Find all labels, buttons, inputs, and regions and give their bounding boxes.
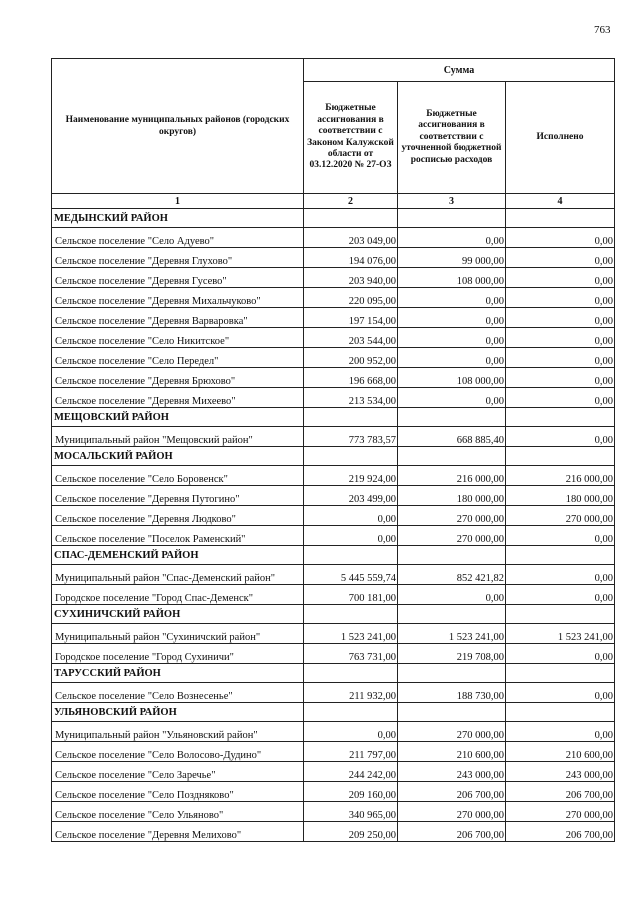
settlement-name: Муниципальный район "Спас-Деменский район": [52, 565, 304, 585]
budget-table: [51, 58, 615, 842]
settlement-name: Городское поселение "Город Спас-Деменск": [52, 585, 304, 605]
table-row: [52, 368, 615, 388]
district-empty-cell: [398, 664, 506, 683]
column-number-3: 3: [398, 194, 506, 209]
settlement-name: Сельское поселение "Деревня Михальчуково": [52, 288, 304, 308]
table-row: [52, 822, 615, 842]
district-name: МЕДЫНСКИЙ РАЙОН: [52, 209, 304, 228]
district-empty-cell: [398, 605, 506, 624]
district-header-row: [52, 546, 615, 565]
district-empty-cell: [304, 209, 398, 228]
value-revised-allocation: 219 708,00: [398, 644, 506, 664]
table-row: [52, 506, 615, 526]
district-name: МОСАЛЬСКИЙ РАЙОН: [52, 447, 304, 466]
settlement-name: Муниципальный район "Мещовский район": [52, 427, 304, 447]
value-revised-allocation: 216 000,00: [398, 466, 506, 486]
settlement-name: Сельское поселение "Село Никитское": [52, 328, 304, 348]
header-col-executed: Исполнено: [506, 82, 615, 194]
table-row: [52, 348, 615, 368]
table-row: [52, 486, 615, 506]
settlement-name: Городское поселение "Город Сухиничи": [52, 644, 304, 664]
value-law-allocation: 763 731,00: [304, 644, 398, 664]
settlement-name: Сельское поселение "Село Ульяново": [52, 802, 304, 822]
header-name-column: Наименование муниципальных районов (городских округов): [52, 59, 304, 194]
table-row: [52, 388, 615, 408]
settlement-name: Сельское поселение "Деревня Варваровка": [52, 308, 304, 328]
settlement-name: Сельское поселение "Село Вознесенье": [52, 683, 304, 703]
value-executed: 0,00: [506, 248, 615, 268]
value-law-allocation: 203 499,00: [304, 486, 398, 506]
value-executed: 0,00: [506, 683, 615, 703]
table-row: [52, 742, 615, 762]
value-revised-allocation: 0,00: [398, 328, 506, 348]
value-executed: 0,00: [506, 288, 615, 308]
value-executed: 1 523 241,00: [506, 624, 615, 644]
settlement-name: Сельское поселение "Село Адуево": [52, 228, 304, 248]
value-law-allocation: 213 534,00: [304, 388, 398, 408]
district-name: ТАРУССКИЙ РАЙОН: [52, 664, 304, 683]
value-executed: 243 000,00: [506, 762, 615, 782]
district-empty-cell: [506, 605, 615, 624]
value-law-allocation: 244 242,00: [304, 762, 398, 782]
table-row: [52, 585, 615, 605]
value-executed: 0,00: [506, 585, 615, 605]
table-row: [52, 268, 615, 288]
value-revised-allocation: 0,00: [398, 388, 506, 408]
district-empty-cell: [398, 209, 506, 228]
table-row: [52, 427, 615, 447]
value-revised-allocation: 210 600,00: [398, 742, 506, 762]
district-empty-cell: [398, 447, 506, 466]
settlement-name: Сельское поселение "Село Передел": [52, 348, 304, 368]
district-header-row: [52, 664, 615, 683]
page-number: 763: [594, 24, 611, 36]
column-number-row: [52, 194, 615, 209]
district-empty-cell: [304, 546, 398, 565]
table-row: [52, 683, 615, 703]
value-revised-allocation: 1 523 241,00: [398, 624, 506, 644]
value-revised-allocation: 0,00: [398, 348, 506, 368]
value-executed: 0,00: [506, 268, 615, 288]
value-law-allocation: 197 154,00: [304, 308, 398, 328]
value-law-allocation: 5 445 559,74: [304, 565, 398, 585]
district-empty-cell: [304, 447, 398, 466]
district-header-row: [52, 408, 615, 427]
value-executed: 180 000,00: [506, 486, 615, 506]
settlement-name: Сельское поселение "Поселок Раменский": [52, 526, 304, 546]
value-law-allocation: 0,00: [304, 506, 398, 526]
value-executed: 206 700,00: [506, 822, 615, 842]
header-col-law-allocations: Бюджетные ассигнования в соответствии с Законом Калужской области от 03.12.2020 № 27-ОЗ: [304, 82, 398, 194]
value-executed: 0,00: [506, 565, 615, 585]
district-name: СПАС-ДЕМЕНСКИЙ РАЙОН: [52, 546, 304, 565]
value-revised-allocation: 243 000,00: [398, 762, 506, 782]
value-law-allocation: 209 160,00: [304, 782, 398, 802]
value-law-allocation: 211 932,00: [304, 683, 398, 703]
value-revised-allocation: 108 000,00: [398, 268, 506, 288]
value-executed: 270 000,00: [506, 802, 615, 822]
settlement-name: Муниципальный район "Ульяновский район": [52, 722, 304, 742]
table-row: [52, 722, 615, 742]
district-empty-cell: [398, 703, 506, 722]
district-empty-cell: [304, 408, 398, 427]
district-empty-cell: [304, 664, 398, 683]
value-revised-allocation: 180 000,00: [398, 486, 506, 506]
table-row: [52, 328, 615, 348]
settlement-name: Сельское поселение "Деревня Людково": [52, 506, 304, 526]
value-revised-allocation: 270 000,00: [398, 802, 506, 822]
district-empty-cell: [506, 664, 615, 683]
district-name: УЛЬЯНОВСКИЙ РАЙОН: [52, 703, 304, 722]
value-executed: 0,00: [506, 526, 615, 546]
settlement-name: Сельское поселение "Деревня Глухово": [52, 248, 304, 268]
value-executed: 0,00: [506, 228, 615, 248]
settlement-name: Сельское поселение "Село Боровенск": [52, 466, 304, 486]
district-name: МЕЩОВСКИЙ РАЙОН: [52, 408, 304, 427]
settlement-name: Сельское поселение "Село Заречье": [52, 762, 304, 782]
column-number-4: 4: [506, 194, 615, 209]
table-row: [52, 526, 615, 546]
table-row: [52, 624, 615, 644]
value-law-allocation: 220 095,00: [304, 288, 398, 308]
value-law-allocation: 200 952,00: [304, 348, 398, 368]
settlement-name: Сельское поселение "Село Поздняково": [52, 782, 304, 802]
value-revised-allocation: 0,00: [398, 228, 506, 248]
district-header-row: [52, 703, 615, 722]
settlement-name: Сельское поселение "Деревня Путогино": [52, 486, 304, 506]
value-law-allocation: 203 049,00: [304, 228, 398, 248]
value-law-allocation: 203 544,00: [304, 328, 398, 348]
value-law-allocation: 196 668,00: [304, 368, 398, 388]
value-revised-allocation: 188 730,00: [398, 683, 506, 703]
header-col-revised-allocations: Бюджетные ассигнования в соответствии с уточненной бюджетной росписью расходов: [398, 82, 506, 194]
settlement-name: Сельское поселение "Село Волосово-Дудино": [52, 742, 304, 762]
settlement-name: Сельское поселение "Деревня Гусево": [52, 268, 304, 288]
value-executed: 206 700,00: [506, 782, 615, 802]
value-executed: 0,00: [506, 644, 615, 664]
settlement-name: Муниципальный район "Сухиничский район": [52, 624, 304, 644]
district-empty-cell: [506, 209, 615, 228]
value-law-allocation: 209 250,00: [304, 822, 398, 842]
value-executed: 270 000,00: [506, 506, 615, 526]
value-law-allocation: 340 965,00: [304, 802, 398, 822]
table-row: [52, 802, 615, 822]
column-number-1: 1: [52, 194, 304, 209]
settlement-name: Сельское поселение "Деревня Брюхово": [52, 368, 304, 388]
value-revised-allocation: 0,00: [398, 585, 506, 605]
settlement-name: Сельское поселение "Деревня Мелихово": [52, 822, 304, 842]
district-empty-cell: [506, 447, 615, 466]
table-row: [52, 248, 615, 268]
value-revised-allocation: 852 421,82: [398, 565, 506, 585]
district-empty-cell: [506, 408, 615, 427]
column-number-2: 2: [304, 194, 398, 209]
district-header-row: [52, 447, 615, 466]
value-law-allocation: 700 181,00: [304, 585, 398, 605]
value-executed: 0,00: [506, 328, 615, 348]
value-law-allocation: 0,00: [304, 526, 398, 546]
value-law-allocation: 194 076,00: [304, 248, 398, 268]
table-body: [52, 209, 615, 842]
table-row: [52, 644, 615, 664]
value-law-allocation: 219 924,00: [304, 466, 398, 486]
value-executed: 0,00: [506, 368, 615, 388]
table-row: [52, 762, 615, 782]
district-header-row: [52, 209, 615, 228]
value-law-allocation: 0,00: [304, 722, 398, 742]
table-row: [52, 228, 615, 248]
value-revised-allocation: 99 000,00: [398, 248, 506, 268]
value-revised-allocation: 108 000,00: [398, 368, 506, 388]
district-empty-cell: [506, 703, 615, 722]
value-revised-allocation: 206 700,00: [398, 782, 506, 802]
table-row: [52, 565, 615, 585]
value-executed: 0,00: [506, 308, 615, 328]
value-law-allocation: 203 940,00: [304, 268, 398, 288]
value-executed: 0,00: [506, 722, 615, 742]
table-header: [52, 59, 615, 209]
value-executed: 216 000,00: [506, 466, 615, 486]
value-revised-allocation: 206 700,00: [398, 822, 506, 842]
district-header-row: [52, 605, 615, 624]
table-row: [52, 288, 615, 308]
district-empty-cell: [304, 605, 398, 624]
value-revised-allocation: 668 885,40: [398, 427, 506, 447]
district-empty-cell: [398, 546, 506, 565]
value-executed: 210 600,00: [506, 742, 615, 762]
district-name: СУХИНИЧСКИЙ РАЙОН: [52, 605, 304, 624]
value-revised-allocation: 270 000,00: [398, 526, 506, 546]
district-empty-cell: [304, 703, 398, 722]
header-sum: Сумма: [304, 59, 615, 82]
value-executed: 0,00: [506, 388, 615, 408]
value-law-allocation: 773 783,57: [304, 427, 398, 447]
table-row: [52, 782, 615, 802]
value-law-allocation: 211 797,00: [304, 742, 398, 762]
value-executed: 0,00: [506, 427, 615, 447]
value-revised-allocation: 270 000,00: [398, 506, 506, 526]
value-law-allocation: 1 523 241,00: [304, 624, 398, 644]
value-executed: 0,00: [506, 348, 615, 368]
settlement-name: Сельское поселение "Деревня Михеево": [52, 388, 304, 408]
district-empty-cell: [506, 546, 615, 565]
value-revised-allocation: 0,00: [398, 288, 506, 308]
value-revised-allocation: 0,00: [398, 308, 506, 328]
table-row: [52, 308, 615, 328]
value-revised-allocation: 270 000,00: [398, 722, 506, 742]
district-empty-cell: [398, 408, 506, 427]
table-row: [52, 466, 615, 486]
